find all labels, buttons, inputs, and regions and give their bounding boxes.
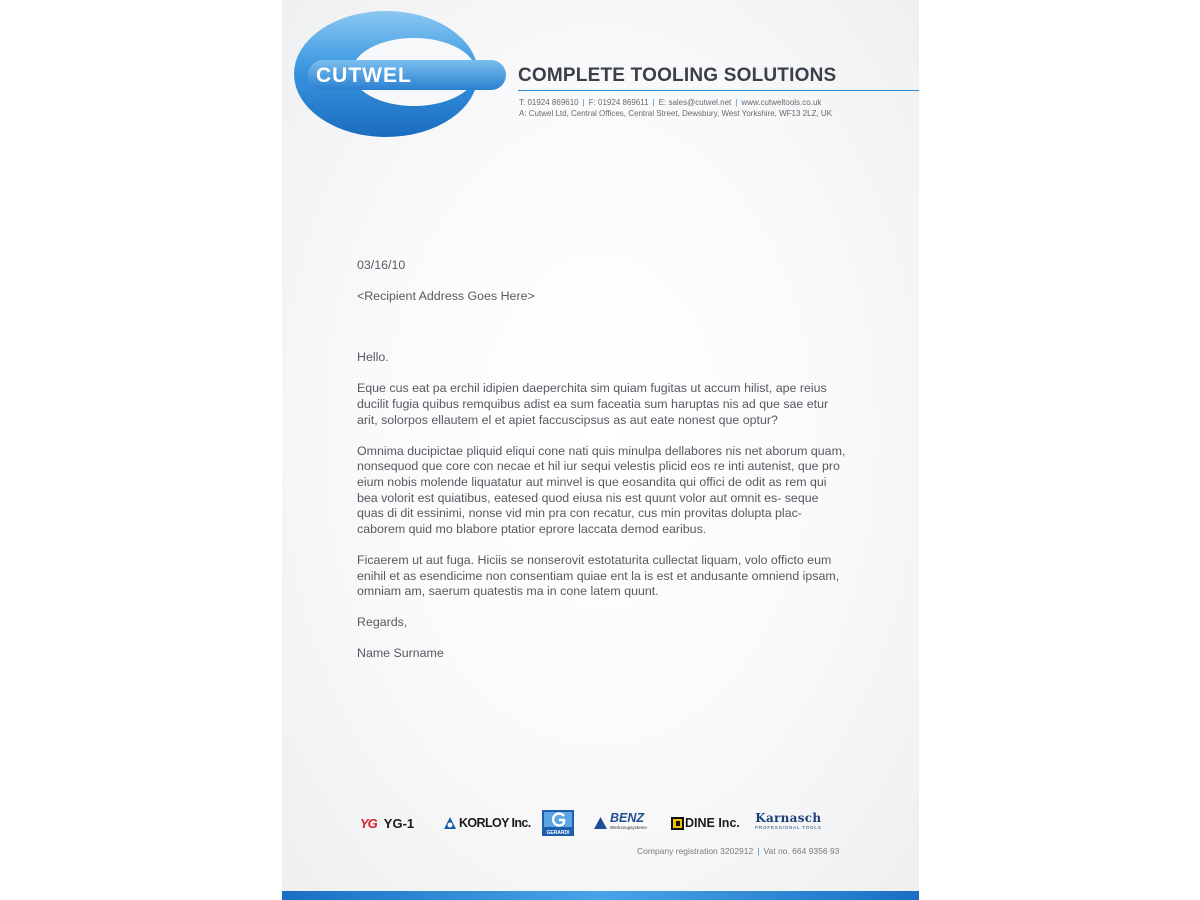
letterhead-page bbox=[282, 0, 919, 900]
benz-text: BENZ bbox=[610, 811, 645, 825]
benz-triangle-icon bbox=[594, 817, 607, 829]
paragraph: Omnima ducipictae pliquid eliqui cone nati quis minulpa dellabores nis net aborum quam, nonsequod que core con necae et hil iur sequi velestis plicid eos re inti autenist, que pro eium nobis molende liquatatur aut minvel is que eosandita qui offici de odit as rem qui bea volorit est quiatibus, eatesed quod eiusa nis est quunt volor aut omnit es- seque quas di dit essinimi, nonse vid min pra con recatur, cus min provitas dolupta plac- caborem quid mo blabore ptatior eprore laccata demod earibus. bbox=[357, 443, 846, 536]
closing: Regards, bbox=[357, 615, 408, 630]
karnasch-subtext: PROFESSIONAL TOOLS bbox=[755, 825, 822, 830]
signature-name: Name Surname bbox=[357, 646, 444, 661]
email: E: sales@cutwel.net bbox=[658, 98, 732, 107]
company-tagline: COMPLETE TOOLING SOLUTIONS bbox=[518, 65, 837, 86]
dine-text: DINE Inc. bbox=[685, 816, 740, 830]
logo-text: CUTWEL bbox=[316, 64, 412, 87]
karnasch-logo bbox=[755, 811, 822, 835]
phone: T: 01924 869610 bbox=[519, 98, 579, 107]
company-registration: Company registration 3202912 bbox=[637, 846, 754, 856]
footer-bar bbox=[282, 891, 919, 900]
yg1-logo bbox=[360, 811, 414, 835]
karnasch-text: Karnasch bbox=[755, 811, 822, 825]
gerardi-logo bbox=[542, 810, 574, 836]
dine-square-icon bbox=[671, 817, 684, 830]
benz-wordmark bbox=[610, 813, 647, 833]
address-line: A: Cutwel Ltd, Central Offices, Central Street, Dewsbury, West Yorkshire, WF13 2LZ, UK bbox=[519, 109, 833, 118]
dine-logo bbox=[671, 811, 740, 835]
fax: F: 01924 869611 bbox=[588, 98, 649, 107]
karnasch-wordmark bbox=[755, 813, 822, 833]
benz-subtext: Werkzeugsysteme bbox=[610, 825, 647, 830]
benz-logo bbox=[594, 811, 647, 835]
separator: | bbox=[582, 98, 585, 107]
letter-date: 03/16/10 bbox=[357, 258, 406, 272]
separator: | bbox=[652, 98, 655, 107]
letter-body bbox=[357, 258, 847, 662]
header-rule bbox=[518, 90, 919, 91]
paragraph: Ficaerem ut aut fuga. Hiciis se nonserovit estotaturita cullectat liquam, volo officto eum enihil et as esendicime non consentiam quiae ent la is est et andusante omniend ipsam, omniam am, saerum quatestis ma in cone latem quunt. bbox=[357, 552, 840, 599]
contact-line bbox=[519, 98, 821, 107]
korloy-logo bbox=[443, 811, 531, 835]
website: www.cutweltools.co.uk bbox=[741, 98, 822, 107]
vat-number: Vat no. 664 9356 93 bbox=[763, 846, 840, 856]
separator: | bbox=[757, 846, 760, 856]
paragraph: Eque cus eat pa erchil idipien daeperchita sim quiam fugitas ut accum hilist, ape reius ducilit fugia quibus remquibus adist ea sum faceatia sum haruptas nis ad que sae etur arit, solorpos ellautem el et apiet faccuscipsus as aut eate nonest que optur? bbox=[357, 381, 829, 427]
korloy-text: KORLOY Inc. bbox=[459, 816, 531, 830]
cutwel-logo bbox=[294, 10, 506, 140]
recipient-address: <Recipient Address Goes Here> bbox=[357, 288, 535, 303]
korloy-triangle-icon bbox=[443, 816, 457, 830]
yg1-mark: YG bbox=[360, 815, 377, 831]
gerardi-label: GERARDI bbox=[546, 830, 570, 836]
footer-registration bbox=[637, 846, 839, 856]
separator: | bbox=[735, 98, 738, 107]
greeting: Hello. bbox=[357, 350, 389, 365]
gerardi-badge-icon bbox=[542, 810, 574, 836]
yg1-text: YG-1 bbox=[383, 815, 415, 831]
